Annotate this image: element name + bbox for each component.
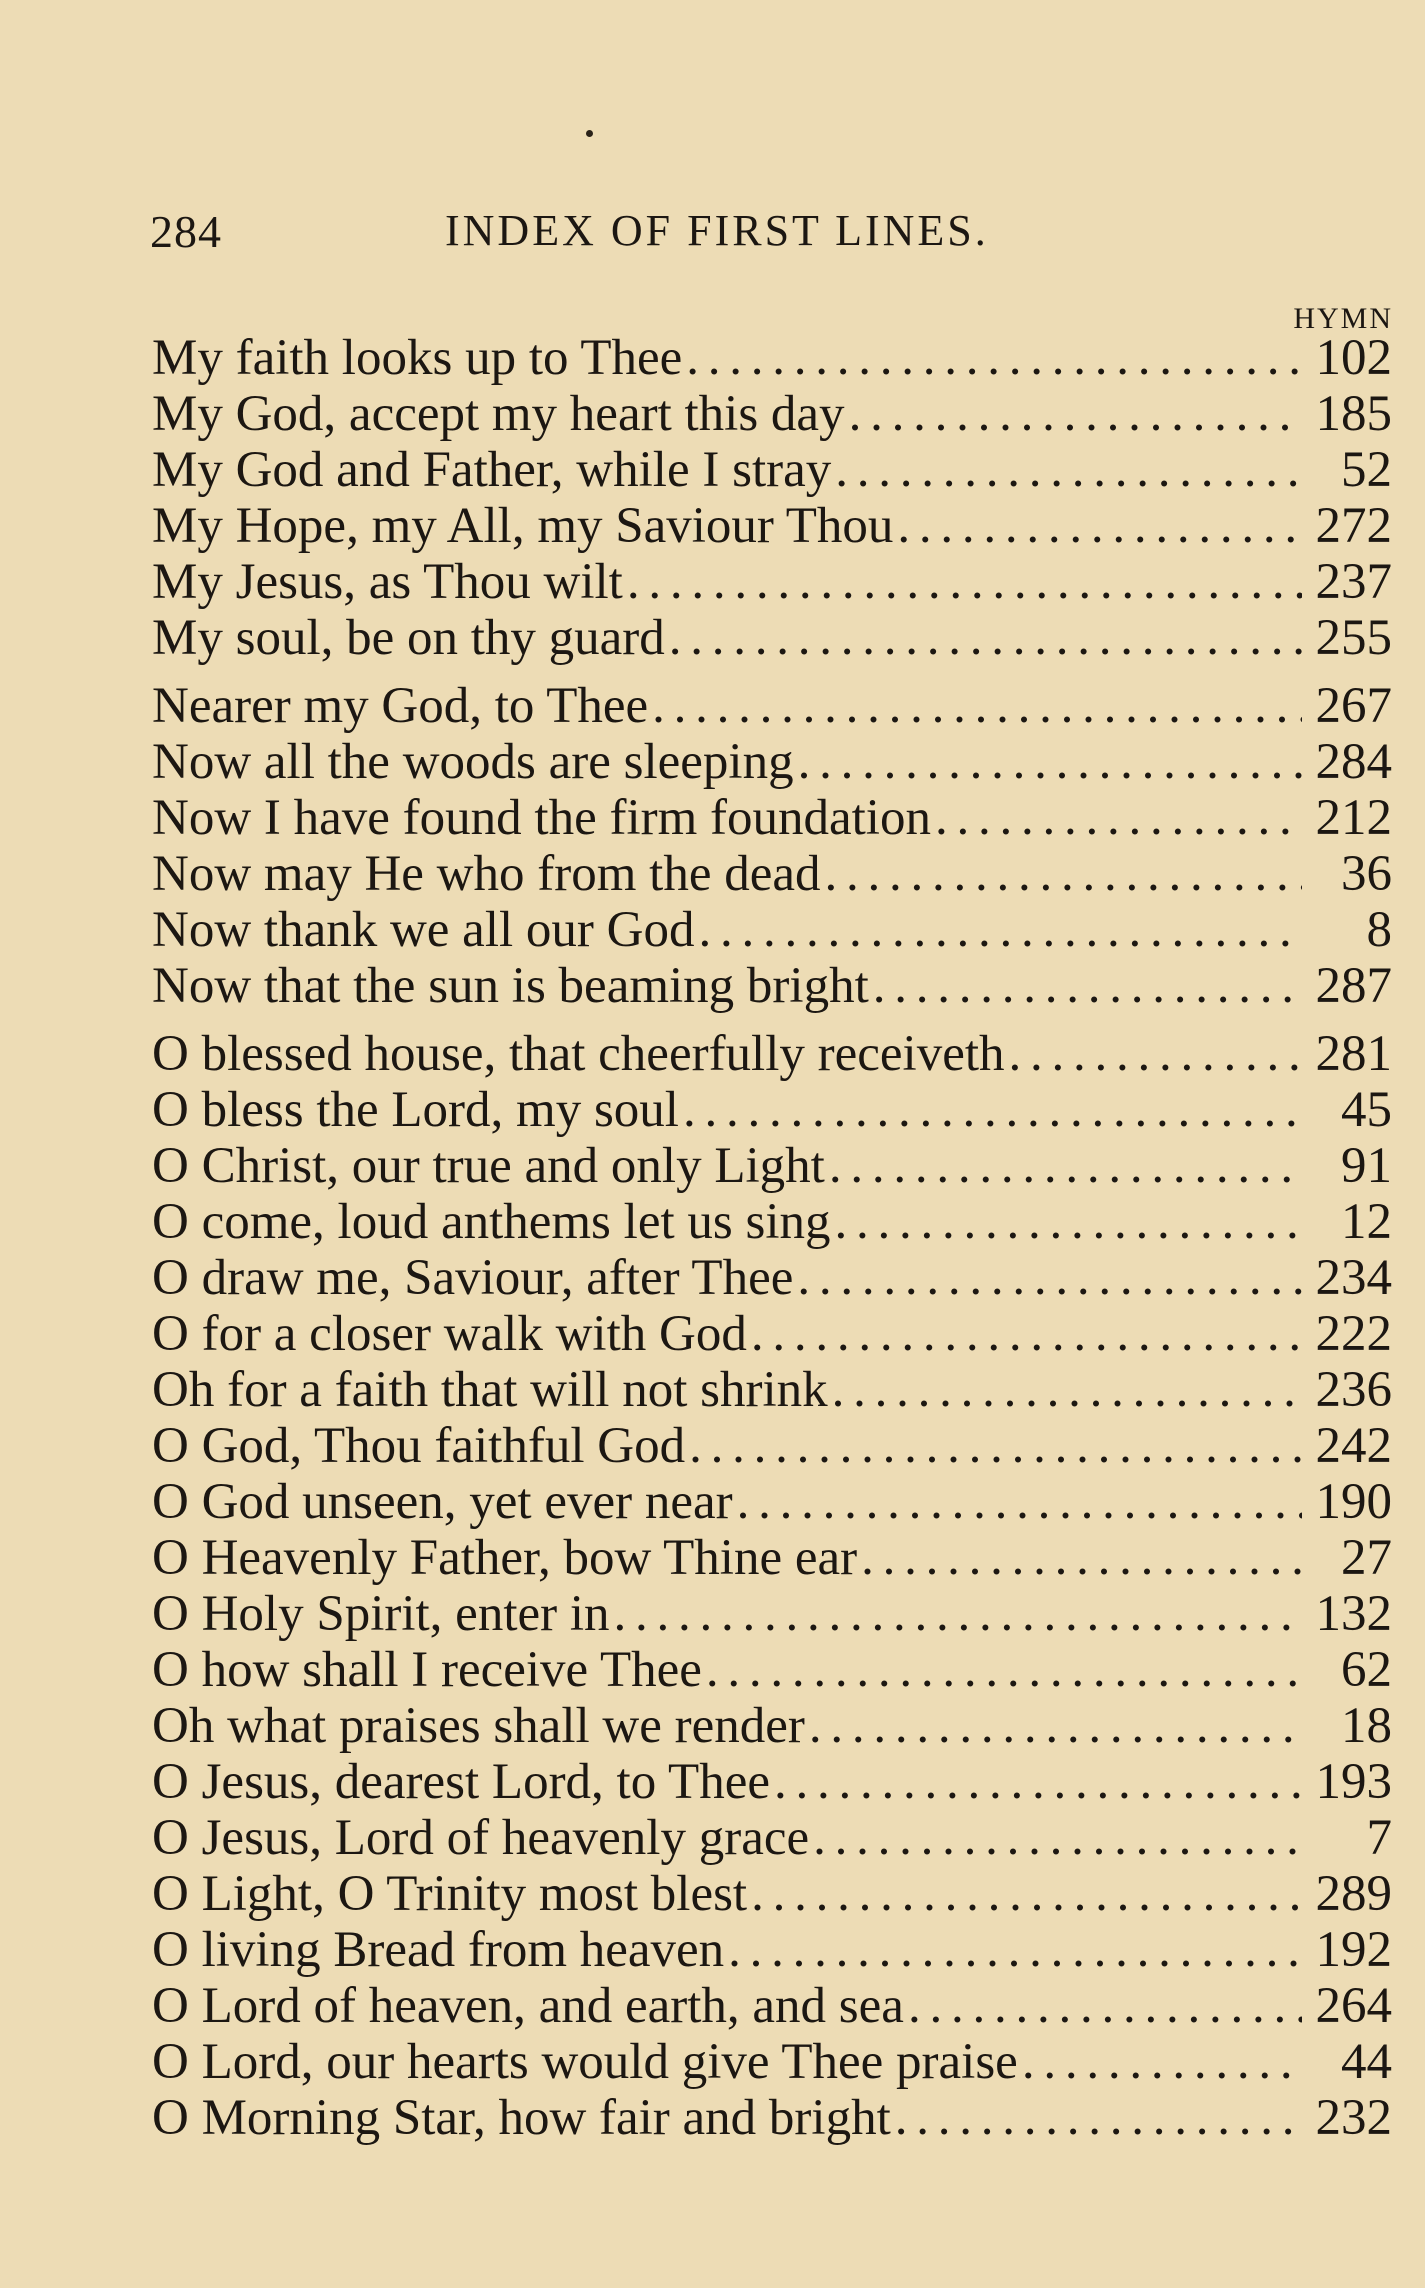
hymn-number: 44 xyxy=(1341,2034,1392,2090)
index-entry xyxy=(152,1642,1392,1698)
index-entry xyxy=(152,1754,1392,1810)
hymn-number: 242 xyxy=(1315,1418,1392,1474)
dot-leader xyxy=(908,1978,1302,2034)
page-number: 284 xyxy=(150,206,222,257)
hymn-column-heading: HYMN xyxy=(1293,302,1393,335)
first-line-text: Now that the sun is beaming bright xyxy=(152,958,869,1014)
hymn-number: 62 xyxy=(1341,1642,1392,1698)
first-line-text: O Jesus, Lord of heavenly grace xyxy=(152,1810,810,1866)
first-line-text: My Jesus, as Thou wilt xyxy=(152,554,623,610)
hymn-number: 190 xyxy=(1315,1474,1392,1530)
running-head xyxy=(150,205,1400,265)
hymn-number: 18 xyxy=(1341,1698,1392,1754)
first-line-text: Nearer my God, to Thee xyxy=(152,678,649,734)
first-line-text: O blessed house, that cheerfully receiveth xyxy=(152,1026,1005,1082)
dot-leader xyxy=(1022,2034,1302,2090)
dot-leader xyxy=(798,734,1302,790)
index-entry xyxy=(152,1194,1392,1250)
hymn-number: 264 xyxy=(1315,1978,1392,2034)
dot-leader xyxy=(861,1530,1302,1586)
index-entry xyxy=(152,1978,1392,2034)
dot-leader xyxy=(706,1642,1302,1698)
dot-leader xyxy=(1009,1026,1302,1082)
first-line-text: O come, loud anthems let us sing xyxy=(152,1194,831,1250)
hymn-number: 91 xyxy=(1341,1138,1392,1194)
hymn-number: 284 xyxy=(1315,734,1392,790)
dot-leader xyxy=(751,1866,1302,1922)
index-entry xyxy=(152,498,1392,554)
index-entry xyxy=(152,790,1392,846)
index-entry xyxy=(152,1306,1392,1362)
index-entry xyxy=(152,1026,1392,1082)
dot-leader xyxy=(652,678,1302,734)
hymn-number: 132 xyxy=(1315,1586,1392,1642)
dot-leader xyxy=(751,1306,1302,1362)
hymn-number: 185 xyxy=(1315,386,1392,442)
hymn-number: 12 xyxy=(1341,1194,1392,1250)
dot-leader xyxy=(835,442,1302,498)
hymn-number: 232 xyxy=(1315,2090,1392,2146)
dot-leader xyxy=(683,1082,1302,1138)
index-entry xyxy=(152,442,1392,498)
dot-leader xyxy=(829,1138,1302,1194)
index-entry xyxy=(152,1810,1392,1866)
hymn-number: 192 xyxy=(1315,1922,1392,1978)
index-entry xyxy=(152,678,1392,734)
first-line-text: My God and Father, while I stray xyxy=(152,442,832,498)
hymn-number: 287 xyxy=(1315,958,1392,1014)
dot-leader xyxy=(698,902,1302,958)
index-entry xyxy=(152,1586,1392,1642)
hymn-number: 236 xyxy=(1315,1362,1392,1418)
first-line-text: O Heavenly Father, bow Thine ear xyxy=(152,1530,858,1586)
first-line-text: O Light, O Trinity most blest xyxy=(152,1866,748,1922)
index-entry xyxy=(152,1698,1392,1754)
dot-leader xyxy=(614,1586,1302,1642)
dot-leader xyxy=(813,1810,1302,1866)
index-entry xyxy=(152,1418,1392,1474)
index-entry xyxy=(152,1082,1392,1138)
dot-leader xyxy=(832,1362,1302,1418)
first-line-text: O how shall I receive Thee xyxy=(152,1642,702,1698)
index-entry xyxy=(152,902,1392,958)
index-entry xyxy=(152,2034,1392,2090)
hymn-number: 193 xyxy=(1315,1754,1392,1810)
first-line-text: My faith looks up to Thee xyxy=(152,330,683,386)
index-entry xyxy=(152,958,1392,1014)
dot-leader xyxy=(728,1922,1302,1978)
hymn-number: 281 xyxy=(1315,1026,1392,1082)
dot-leader xyxy=(935,790,1302,846)
hymn-number: 237 xyxy=(1315,554,1392,610)
first-line-text: O God, Thou faithful God xyxy=(152,1418,686,1474)
dot-leader xyxy=(774,1754,1302,1810)
page-title: INDEX OF FIRST LINES. xyxy=(445,206,989,255)
index-entry xyxy=(152,1922,1392,1978)
first-line-text: My God, accept my heart this day xyxy=(152,386,845,442)
ink-speck xyxy=(586,130,593,137)
dot-leader xyxy=(873,958,1302,1014)
first-line-text: My soul, be on thy guard xyxy=(152,610,665,666)
first-line-text: O draw me, Saviour, after Thee xyxy=(152,1250,794,1306)
hymn-number: 212 xyxy=(1315,790,1392,846)
index-of-first-lines xyxy=(152,330,1392,2146)
dot-leader xyxy=(737,1474,1302,1530)
first-line-text: O God unseen, yet ever near xyxy=(152,1474,733,1530)
dot-leader xyxy=(627,554,1302,610)
index-entry xyxy=(152,1362,1392,1418)
first-line-text: O bless the Lord, my soul xyxy=(152,1082,679,1138)
index-entry xyxy=(152,734,1392,790)
hymn-number: 52 xyxy=(1341,442,1392,498)
dot-leader xyxy=(809,1698,1302,1754)
index-entry xyxy=(152,1474,1392,1530)
first-line-text: O Lord, our hearts would give Thee praise xyxy=(152,2034,1018,2090)
first-line-text: O Jesus, dearest Lord, to Thee xyxy=(152,1754,770,1810)
dot-leader xyxy=(849,386,1302,442)
first-line-text: O Holy Spirit, enter in xyxy=(152,1586,610,1642)
first-line-text: My Hope, my All, my Saviour Thou xyxy=(152,498,894,554)
hymn-number: 8 xyxy=(1366,902,1392,958)
first-line-text: O for a closer walk with God xyxy=(152,1306,747,1362)
dot-leader xyxy=(835,1194,1303,1250)
first-line-text: Oh what praises shall we render xyxy=(152,1698,805,1754)
index-entry xyxy=(152,386,1392,442)
index-group-o xyxy=(152,1026,1392,2146)
index-entry xyxy=(152,1530,1392,1586)
index-entry xyxy=(152,610,1392,666)
index-entry xyxy=(152,330,1392,386)
hymn-number: 234 xyxy=(1315,1250,1392,1306)
first-line-text: Now may He who from the dead xyxy=(152,846,821,902)
index-entry xyxy=(152,1866,1392,1922)
dot-leader xyxy=(669,610,1302,666)
dot-leader xyxy=(689,1418,1302,1474)
hymn-number: 255 xyxy=(1315,610,1392,666)
hymn-number: 36 xyxy=(1341,846,1392,902)
first-line-text: O Christ, our true and only Light xyxy=(152,1138,825,1194)
dot-leader xyxy=(897,498,1302,554)
first-line-text: O living Bread from heaven xyxy=(152,1922,725,1978)
index-entry xyxy=(152,554,1392,610)
dot-leader xyxy=(895,2090,1302,2146)
hymn-number: 267 xyxy=(1315,678,1392,734)
index-entry xyxy=(152,846,1392,902)
dot-leader xyxy=(797,1250,1302,1306)
first-line-text: Now I have found the firm foundation xyxy=(152,790,931,846)
hymn-number: 289 xyxy=(1315,1866,1392,1922)
first-line-text: Oh for a faith that will not shrink xyxy=(152,1362,828,1418)
first-line-text: Now all the woods are sleeping xyxy=(152,734,794,790)
index-entry xyxy=(152,1138,1392,1194)
index-entry xyxy=(152,1250,1392,1306)
first-line-text: O Lord of heaven, and earth, and sea xyxy=(152,1978,904,2034)
hymn-number: 27 xyxy=(1341,1530,1392,1586)
hymn-number: 222 xyxy=(1315,1306,1392,1362)
index-entry xyxy=(152,2090,1392,2146)
index-group-m xyxy=(152,330,1392,666)
index-group-n xyxy=(152,678,1392,1014)
dot-leader xyxy=(686,330,1302,386)
hymn-number: 102 xyxy=(1315,330,1392,386)
dot-leader xyxy=(824,846,1302,902)
hymn-number: 272 xyxy=(1315,498,1392,554)
hymn-number: 7 xyxy=(1366,1810,1392,1866)
first-line-text: O Morning Star, how fair and bright xyxy=(152,2090,891,2146)
first-line-text: Now thank we all our God xyxy=(152,902,695,958)
hymn-number: 45 xyxy=(1341,1082,1392,1138)
